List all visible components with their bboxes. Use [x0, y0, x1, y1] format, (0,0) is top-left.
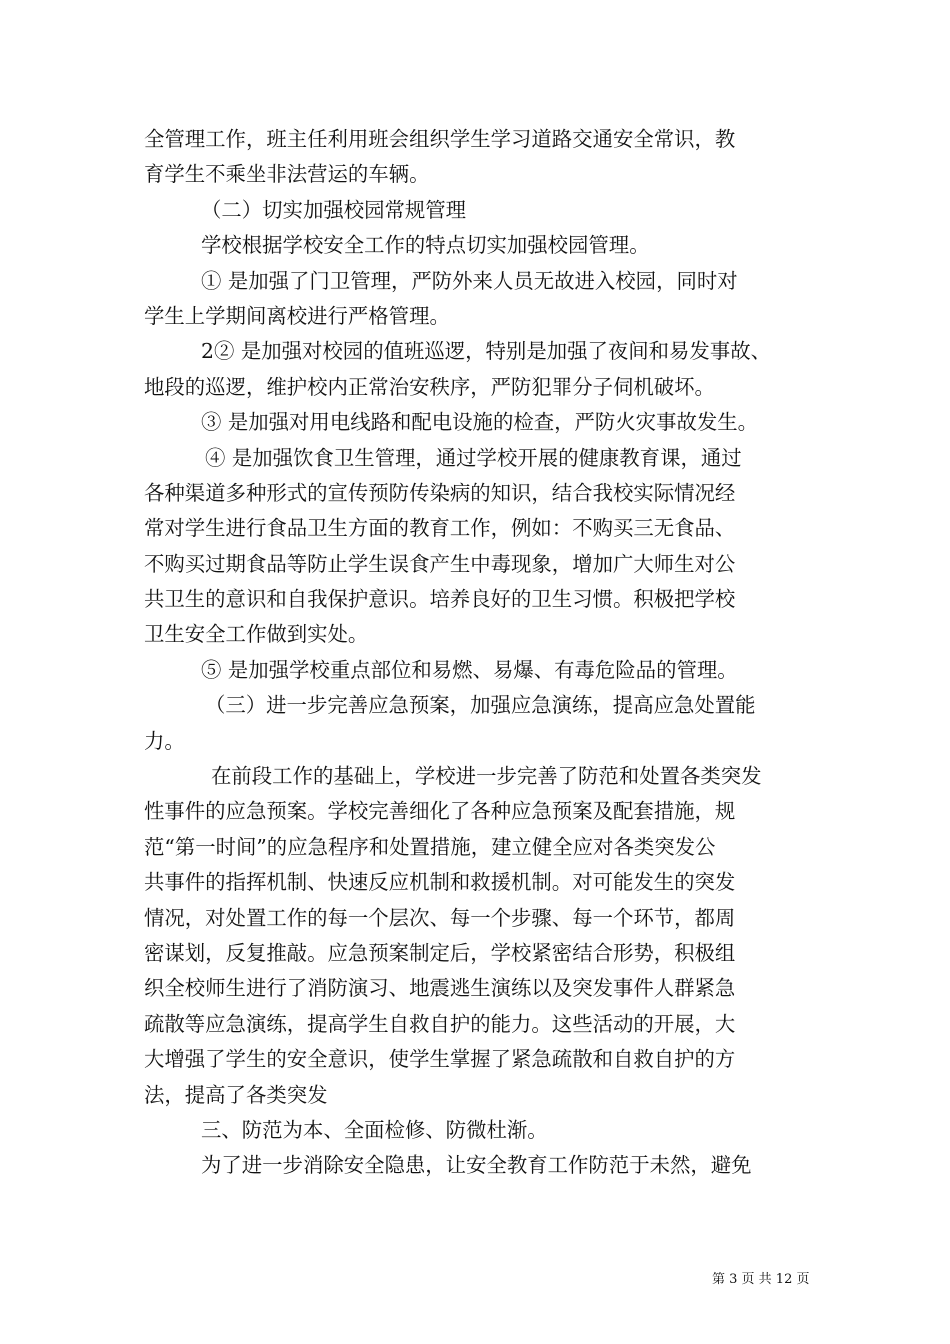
text-line: 学校根据学校安全工作的特点切实加强校园管理。 [201, 233, 650, 258]
text-line: 疏散等应急演练，提高学生自救自护的能力。这些活动的开展，大 [144, 1011, 736, 1036]
text-line: 为了进一步消除安全隐患，让安全教育工作防范于未然，避免 [201, 1153, 752, 1178]
page-number: 第 3 页 共 12 页 [712, 1272, 810, 1287]
text-line: 育学生不乘坐非法营运的车辆。 [144, 162, 430, 187]
document-body [144, 122, 812, 1184]
text-line: 密谋划，反复推敲。应急预案制定后，学校紧密结合形势，积极组 [144, 940, 736, 965]
text-line: ③ 是加强对用电线路和配电设施的检查，严防火灾事故发生。 [201, 410, 759, 435]
text-line: 情况，对处置工作的每一个层次、每一个步骤、每一个环节，都周 [144, 905, 736, 930]
text-line: 力。 [144, 728, 185, 753]
text-line: 2② 是加强对校园的值班巡逻，特别是加强了夜间和易发事故、 [201, 339, 771, 364]
text-line: 不购买过期食品等防止学生误食产生中毒现象，增加广大师生对公 [144, 551, 736, 576]
text-line: 全管理工作，班主任利用班会组织学生学习道路交通安全常识，教 [144, 127, 736, 151]
text-line: 常对学生进行食品卫生方面的教育工作，例如：不购买三无食品、 [144, 516, 736, 541]
text-line: 性事件的应急预案。学校完善细化了各种应急预案及配套措施，规 [144, 799, 736, 824]
text-line: ⑤ 是加强学校重点部位和易燃、易爆、有毒危险品的管理。 [201, 657, 738, 682]
text-line: ④ 是加强饮食卫生管理，通过学校开展的健康教育课，通过 [205, 445, 742, 470]
section-heading: （三）进一步完善应急预案，加强应急演练，提高应急处置能 [205, 693, 756, 718]
text-line: 在前段工作的基础上，学校进一步完善了防范和处置各类突发 [211, 764, 762, 789]
text-line: 共事件的指挥机制、快速反应机制和救援机制。对可能发生的突发 [144, 870, 736, 895]
text-line: 卫生安全工作做到实处。 [144, 622, 369, 647]
text-line: 地段的巡逻，维护校内正常治安秩序，严防犯罪分子伺机破坏。 [144, 374, 715, 399]
text-line: ① 是加强了门卫管理，严防外来人员无故进入校园，同时对 [201, 268, 738, 293]
section-heading: 三、防范为本、全面检修、防微杜渐。 [201, 1117, 548, 1142]
section-heading: （二）切实加强校园常规管理 [201, 197, 467, 222]
text-line: 织全校师生进行了消防演习、地震逃生演练以及突发事件人群紧急 [144, 976, 736, 1001]
text-line: 学生上学期间离校进行严格管理。 [144, 303, 450, 328]
text-line: 大增强了学生的安全意识，使学生掌握了紧急疏散和自救自护的方 [144, 1047, 736, 1072]
text-line: 各种渠道多种形式的宣传预防传染病的知识，结合我校实际情况经 [144, 480, 736, 505]
text-line: 法，提高了各类突发 [144, 1082, 328, 1107]
text-line: 范“第一时间”的应急程序和处置措施，建立健全应对各类突发公 [144, 834, 716, 859]
text-line: 共卫生的意识和自我保护意识。培养良好的卫生习惯。积极把学校 [144, 587, 736, 612]
